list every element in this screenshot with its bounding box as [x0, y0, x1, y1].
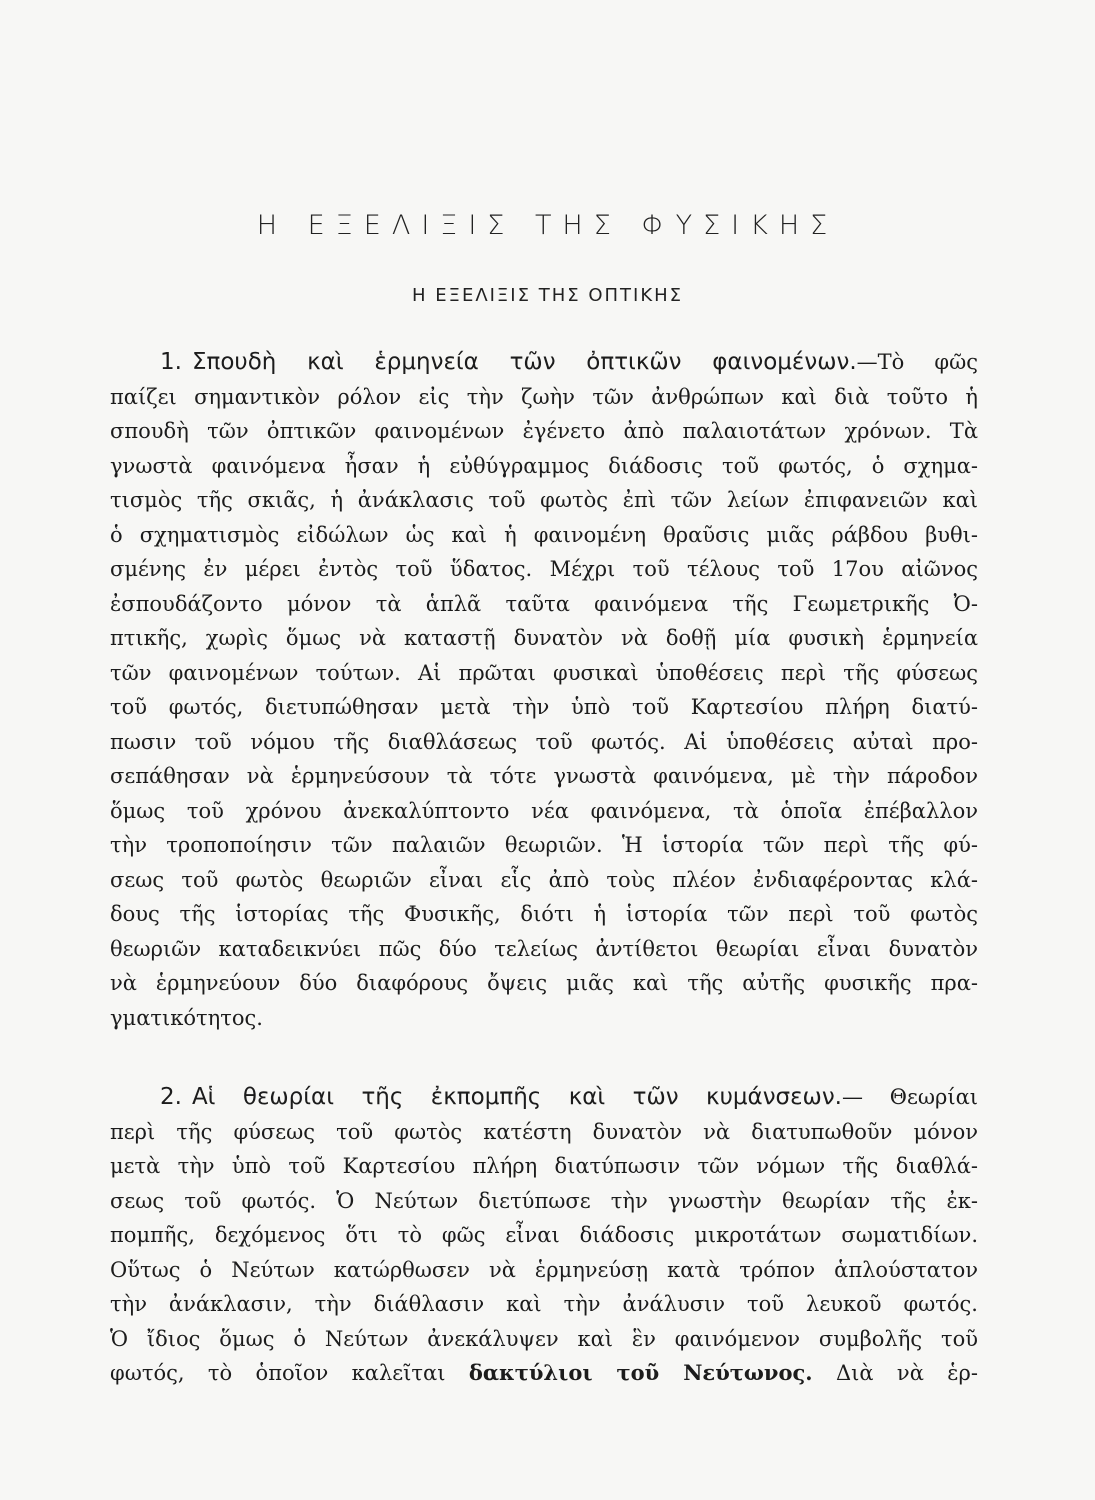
- paragraph-1-line: πτικῆς, χωρὶς ὅμως νὰ καταστῇ δυνατὸν νὰ δοθῇ μία φυσικὴ ἑρμηνεία: [110, 626, 978, 650]
- paragraph-1-line: δους τῆς ἱστορίας τῆς Φυσικῆς, διότι ἡ ἱστορία τῶν περὶ τοῦ φωτὸς: [110, 902, 978, 926]
- paragraph-1-line: ὁ σχηματισμὸς εἰδώλων ὡς καὶ ἡ φαινομένη θραῦσις μιᾶς ράβδου βυθι-: [110, 522, 978, 547]
- paragraph-2-line: [110, 1356, 978, 1391]
- paragraph-2-line: μετὰ τὴν ὑπὸ τοῦ Καρτεσίου πλήρη διατύπωσιν τῶν νόμων τῆς διαθλά-: [110, 1154, 978, 1178]
- text-run: — Θεωρίαι: [841, 1085, 978, 1109]
- paragraph-1-line: σεπάθησαν νὰ ἑρμηνεύσουν τὰ τότε γνωστὰ φαινόμενα, μὲ τὴν πάροδον: [110, 764, 978, 788]
- text-run: Διὰ νὰ ἑρ-: [835, 1361, 978, 1385]
- section-2-heading: Αἱ θεωρίαι τῆς ἐκπομπῆς καὶ τῶν κυμάνσεων.: [191, 1084, 842, 1110]
- book-title: Η ΕΞΕΛΙΞΙΣ ΤΗΣ ΦΥΣΙΚΗΣ: [256, 210, 839, 241]
- paragraph-1-line: σμένης ἐν μέρει ἐντὸς τοῦ ὕδατος. Μέχρι τοῦ τέλους τοῦ 17ου αἰῶνος: [110, 557, 978, 581]
- section-2-number: 2.: [160, 1084, 182, 1110]
- text-run: φωτός, τὸ ὁποῖον καλεῖται: [110, 1361, 446, 1385]
- paragraph-2-line: τὴν ἀνάκλασιν, τὴν διάθλασιν καὶ τὴν ἀνάλυσιν τοῦ λευκοῦ φωτός.: [110, 1292, 978, 1316]
- paragraph-1-line: σπουδὴ τῶν ὀπτικῶν φαινομένων ἐγένετο ἀπὸ παλαιοτάτων χρόνων. Τὰ: [110, 419, 978, 443]
- paragraph-1-line: τισμὸς τῆς σκιᾶς, ἡ ἀνάκλασις τοῦ φωτὸς ἐπὶ τῶν λείων ἐπιφανειῶν καὶ: [110, 488, 978, 512]
- paragraph-1-line: τῶν φαινομένων τούτων. Αἱ πρῶται φυσικαὶ ὑποθέσεις περὶ τῆς φύσεως: [110, 660, 978, 685]
- paragraph-2-line: Ὁ ἴδιος ὅμως ὁ Νεύτων ἀνεκάλυψεν καὶ ἓν φαινόμενον συμβολῆς τοῦ: [110, 1326, 978, 1351]
- paragraph-1-line: τοῦ φωτός, διετυπώθησαν μετὰ τὴν ὑπὸ τοῦ Καρτεσίου πλήρη διατύ-: [110, 695, 978, 719]
- paragraph-2-line: περὶ τῆς φύσεως τοῦ φωτὸς κατέστη δυνατὸν νὰ διατυπωθοῦν μόνον: [110, 1119, 978, 1144]
- paragraph-2: [110, 1080, 978, 1391]
- section-1-heading: Σπουδὴ καὶ ἑρμηνεία τῶν ὀπτικῶν φαινομένων.: [191, 349, 857, 375]
- paragraph-1-line: νὰ ἑρμηνεύουν δύο διαφόρους ὄψεις μιᾶς καὶ τῆς αὐτῆς φυσικῆς πρα-: [110, 971, 978, 995]
- paragraph-1-line: γνωστὰ φαινόμενα ἦσαν ἡ εὐθύγραμμος διάδοσις τοῦ φωτός, ὁ σχημα-: [110, 453, 978, 478]
- paragraph-1-line: τὴν τροποποίησιν τῶν παλαιῶν θεωριῶν. Ἡ ἱστορία τῶν περὶ τῆς φύ-: [110, 833, 978, 857]
- paragraph-1-line: πωσιν τοῦ νόμου τῆς διαθλάσεως τοῦ φωτός. Αἱ ὑποθέσεις αὐταὶ προ-: [110, 729, 978, 754]
- paragraph-1-line: θεωριῶν καταδεικνύει πῶς δύο τελείως ἀντίθετοι θεωρίαι εἶναι δυνατὸν: [110, 936, 978, 961]
- paragraph-2-line: Οὕτως ὁ Νεύτων κατώρθωσεν νὰ ἑρμηνεύσῃ κατὰ τρόπον ἁπλούστατον: [110, 1257, 978, 1282]
- paragraph-1-line: ὅμως τοῦ χρόνου ἀνεκαλύπτοντο νέα φαινόμενα, τὰ ὁποῖα ἐπέβαλλον: [110, 798, 978, 823]
- paragraph-1: [110, 345, 978, 1035]
- section-1-number: 1.: [160, 349, 182, 375]
- paragraph-1-line: γματικότητος.: [110, 1005, 263, 1030]
- paragraph-2-line: σεως τοῦ φωτός. Ὁ Νεύτων διετύπωσε τὴν γνωστὴν θεωρίαν τῆς ἐκ-: [110, 1188, 978, 1213]
- paragraph-1-line: παίζει σημαντικὸν ρόλον εἰς τὴν ζωὴν τῶν ἀνθρώπων καὶ διὰ τοῦτο ἡ: [110, 384, 978, 409]
- paragraph-1-line: [110, 345, 978, 380]
- chapter-title: Η ΕΞΕΛΙΞΙΣ ΤΗΣ ΟΠΤΙΚΗΣ: [411, 285, 684, 306]
- paragraph-2-line: [110, 1080, 978, 1115]
- emphasized-term: δακτύλιοι τοῦ Νεύτωνος.: [468, 1360, 813, 1385]
- text-run: —Τὸ φῶς: [856, 350, 978, 374]
- paragraph-1-line: ἐσπουδάζοντο μόνον τὰ ἁπλᾶ ταῦτα φαινόμενα τῆς Γεωμετρικῆς Ὀ-: [110, 591, 978, 616]
- paragraph-1-line: σεως τοῦ φωτὸς θεωριῶν εἶναι εἷς ἀπὸ τοὺς πλέον ἐνδιαφέροντας κλά-: [110, 867, 978, 892]
- paragraph-2-line: πομπῆς, δεχόμενος ὅτι τὸ φῶς εἶναι διάδοσις μικροτάτων σωματιδίων.: [110, 1223, 978, 1247]
